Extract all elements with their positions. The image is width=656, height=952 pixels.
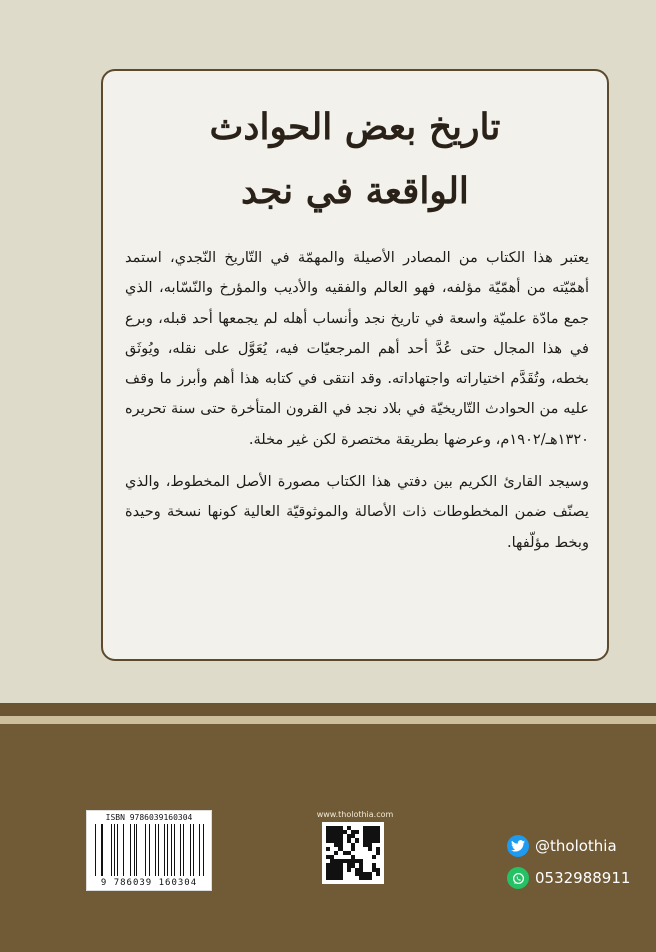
isbn-label: ISBN 9786039160304 [105, 813, 193, 822]
blurb-panel [101, 69, 609, 661]
twitter-bird-icon [507, 835, 529, 857]
blurb-paragraph-1: يعتبر هذا الكتاب من المصادر الأصيلة والمهمّة في التّاريخ النّجدي، استمد أهمّيّته من أهمّيّة مؤلفه، فهو العالم والفقيه والأديب والمؤرخ والنّسّابه، الذي جمع مادّة علميّة واسعة في تاريخ نجد وأنساب أهله لم يجمعها أحد قبله، وبرع في هذا المجال حتى عُدَّ أحد أهم المرجعيّات فيه، يُعَوَّل على نقله، ويُوثَق بخطه، وتُقَدَّم اختياراته واجتهاداته. وقد انتقى في كتابه هذا أهم وأبرز ما وقف عليه من الحوادث التّاريخيّة في بلاد نجد في القرون المتأخرة حتى سنة تحريره ١٣٢٠هـ/١٩٠٢م، وعرضها بطريقة مختصرة لكن غير مخلة. [125, 249, 589, 448]
band-light-stripe [0, 716, 656, 724]
publisher-website: www.tholothia.com [316, 810, 394, 819]
book-title-line-1: تاريخ بعض الحوادث [209, 106, 501, 148]
barcode-digits: 9 786039 160304 [100, 878, 198, 888]
whatsapp-icon [507, 867, 529, 889]
whatsapp-contact [507, 867, 630, 889]
barcode-bars [95, 824, 205, 876]
isbn-barcode [86, 810, 212, 891]
qr-module [376, 876, 380, 880]
book-title-line-2: الواقعة في نجد [241, 170, 469, 212]
whatsapp-phone: 0532988911 [535, 869, 631, 887]
blurb-text [125, 243, 589, 558]
qr-code-grid [326, 826, 380, 880]
qr-code [322, 822, 384, 884]
twitter-contact [507, 835, 617, 857]
twitter-handle: @tholothia [535, 837, 617, 855]
band-dark-top [0, 703, 656, 716]
blurb-paragraph-2: وسيجد القارئ الكريم بين دفتي هذا الكتاب مصورة الأصل المخطوط، والذي يصنّف ضمن المخطوطات ذات الأصالة والموثوقيّة العالية كونها نسخة وحيدة وبخط مؤلّفها. [125, 473, 589, 551]
